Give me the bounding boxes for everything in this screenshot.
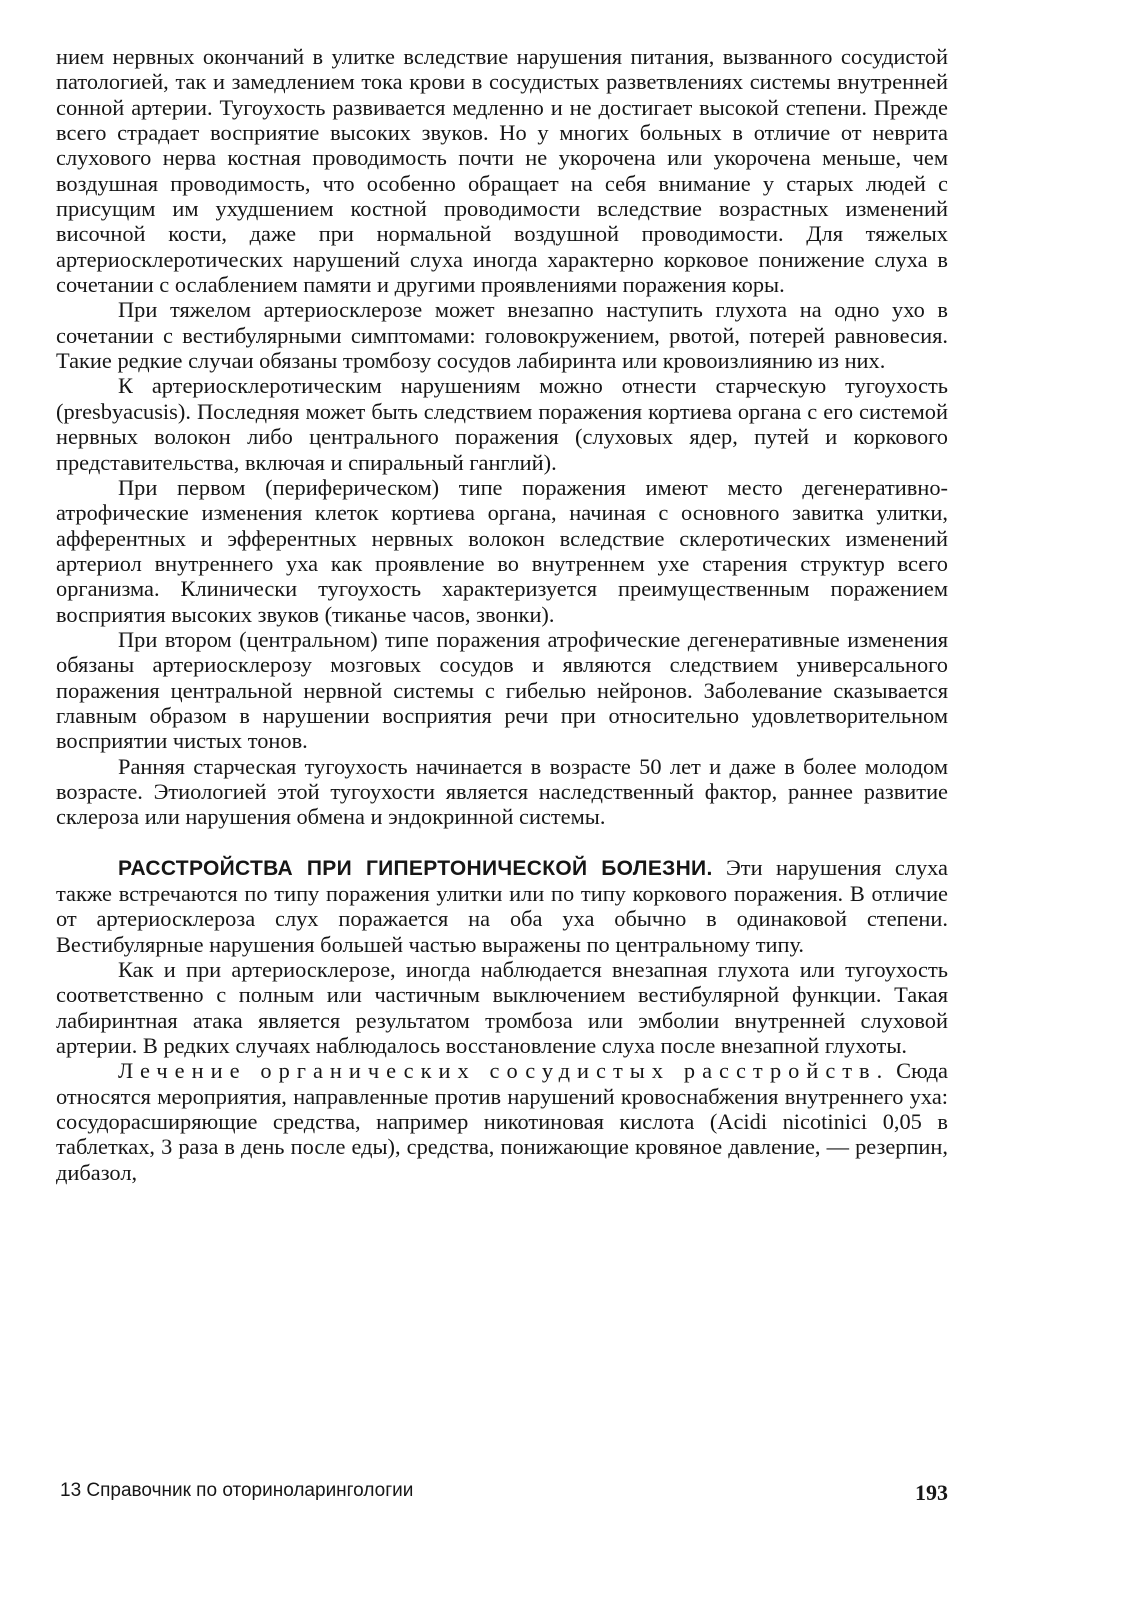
paragraph-6: Ранняя старческая тугоухость начинается в возрасте 50 лет и даже в более молодом возрасте. Этиологией этой тугоухости является наследственный фактор, раннее развитие склероза или нарушения обмена и эндокринной системы. [56, 753, 948, 830]
paragraph-4: При первом (периферическом) типе поражения имеют место дегенеративно-атрофические изменения клеток кортиева органа, начиная с основного завитка улитки, афферентных и эфферентных нервных волокон вследствие склеротических изменений артериол внутреннего уха как проявление во внутреннем ухе старения структур всего организма. Клинически тугоухость характеризуется преимущественным поражением восприятия высоких звуков (тиканье часов, звонки). [56, 474, 948, 627]
treatment-text: Сюда относятся мероприятия, направленные против нарушений кровоснабжения внутреннего уха: сосудорасширяющие средства, например никотиновая кислота (Acidi nicotinici 0,05 в таблетках, 3 раза в день после еды), средства, понижающие кровяное давление, — резерпин, дибазол, [56, 1058, 948, 1185]
page-number: 193 [915, 1480, 948, 1505]
page-footer [60, 1480, 948, 1510]
paragraph-3: К артериосклеротическим нарушениям можно отнести старческую тугоухость (presbyacusis). Последняя может быть следствием поражения кортиева органа с его системой нервных волокон либо центрального поражения (слуховых ядер, путей и коркового представительства, включая и спиральный ганглий). [56, 373, 948, 475]
paragraph-5: При втором (центральном) типе поражения атрофические дегенеративные изменения обязаны артериосклерозу мозговых сосудов и являются следствием универсального поражения центральной нервной системы с гибелью нейронов. Заболевание сказывается главным образом в нарушении восприятия речи при относительно удовлетворительном восприятии чистых тонов. [56, 626, 948, 754]
paragraph-1: нием нервных окончаний в улитке вследствие нарушения питания, вызванного сосудистой патологией, так и замедлением тока крови в сосудистых разветвлениях системы внутренней сонной артерии. Тугоухость развивается медленно и не достигает высокой степени. Прежде всего страдает восприятие высоких звуков. Но у многих больных в отличие от неврита слухового нерва костная проводимость почти не укорочена или укорочена меньше, чем воздушная проводимость, что особенно обращает на себя внимание у старых людей с присущим им ухудшением костной проводимости вследствие возрастных изменений височной кости, даже при нормальной воздушной проводимости. Для тяжелых артериосклеротических нарушений слуха иногда характерно корковое понижение слуха в сочетании с ослаблением памяти и другими проявлениями поражения коры. [56, 44, 948, 298]
section-spacer [56, 830, 948, 855]
treatment-paragraph [56, 1058, 948, 1185]
footer-signature: 13 Справочник по оториноларингологии [60, 1480, 414, 1501]
section-lead: Эти нарушения слуха также встречаются по типу поражения улитки или по типу коркового поражения. В отличие от артериосклероза слух поражается на оба уха обычно в одинаковой степени. Вестибулярные нарушения большей частью выражены по центральному типу. [56, 854, 948, 957]
section-paragraph-2: Как и при артериосклерозе, иногда наблюдается внезапная глухота или тугоухость соответственно с полным или частичным выключением вестибулярной функции. Такая лабиринтная атака является результатом тромбоза или эмболии внутренней слуховой артерии. В редких случаях наблюдалось восстановление слуха после внезапной глухоты. [56, 957, 948, 1059]
treatment-title: Лечение органических сосудистых расстройств. [118, 1058, 890, 1084]
section-heading: РАССТРОЙСТВА ПРИ ГИПЕРТОНИЧЕСКОЙ БОЛЕЗНИ. [118, 856, 713, 880]
paragraph-2: При тяжелом артериосклерозе может внезапно наступить глухота на одно ухо в сочетании с вестибулярными симптомами: головокружением, рвотой, потерей равновесия. Такие редкие случаи обязаны тромбозу сосудов лабиринта или кровоизлиянию из них. [56, 297, 948, 374]
page-body [56, 44, 948, 1185]
section-paragraph-1 [56, 855, 948, 957]
